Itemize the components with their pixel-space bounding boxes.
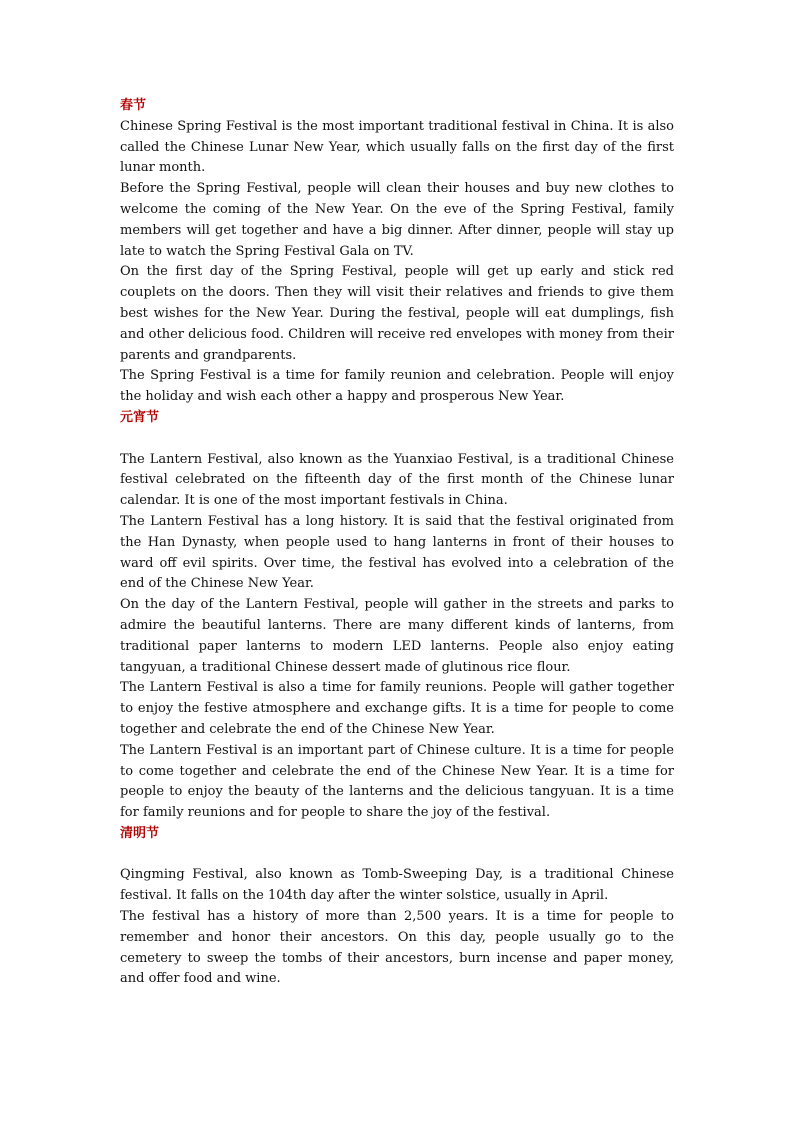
- paragraph: Qingming Festival, also known as Tomb-Sweeping Day, is a traditional Chinese festival. It falls on the 104th day after the winter solstice, usually in April.: [120, 867, 674, 904]
- paragraph: The Spring Festival is a time for family reunion and celebration. People will enjoy the holiday and wish each other a happy and prosperous New Year.: [120, 368, 674, 405]
- paragraph: Before the Spring Festival, people will clean their houses and buy new clothes to welcome the coming of the New Year. On the eve of the Spring Festival, family members will get together and have a big dinner. After dinner, people will stay up late to watch the Spring Festival Gala on TV.: [120, 181, 674, 259]
- section-heading: 清明节: [120, 825, 160, 841]
- section-heading: 春节: [120, 98, 147, 113]
- section-qingming-festival: [120, 824, 674, 990]
- blank-line: [120, 429, 674, 450]
- section-lantern-festival: [120, 408, 674, 824]
- blank-line: [120, 845, 674, 866]
- paragraph: On the day of the Lantern Festival, people will gather in the streets and parks to admire the beautiful lanterns. There are many different kinds of lanterns, from traditional paper lanterns to modern LED lanterns. People also enjoy eating tangyuan, a traditional Chinese dessert made of glutinous rice flour.: [120, 597, 674, 675]
- paragraph: Chinese Spring Festival is the most important traditional festival in China. It is also called the Chinese Lunar New Year, which usually falls on the first day of the first lunar month.: [120, 118, 674, 176]
- paragraph: The festival has a history of more than 2,500 years. It is a time for people to remember and honor their ancestors. On this day, people usually go to the cemetery to sweep the tombs of their ancestors, burn incense and paper money, and offer food and wine.: [120, 909, 674, 987]
- paragraph: The Lantern Festival has a long history. It is said that the festival originated from the Han Dynasty, when people used to hang lanterns in front of their houses to ward off evil spirits. Over time, the festival has evolved into a celebration of the end of the Chinese New Year.: [120, 513, 674, 592]
- paragraph: The Lantern Festival is an important part of Chinese culture. It is a time for people to come together and celebrate the end of the Chinese New Year. It is a time for people to enjoy the beauty of the lanterns and the delicious tangyuan. It is a time for family reunions and for people to share the joy of the festival.: [120, 742, 674, 821]
- document-page: [120, 96, 674, 990]
- paragraph: On the first day of the Spring Festival, people will get up early and stick red couplets on the doors. Then they will visit their relatives and friends to give them best wishes for the New Year. During the festival, people will eat dumplings, fish and other delicious food. Children will receive red envelopes with money from their parents and grandparents.: [120, 264, 674, 363]
- paragraph: The Lantern Festival, also known as the Yuanxiao Festival, is a traditional Chinese festival celebrated on the fifteenth day of the first month of the Chinese lunar calendar. It is one of the most important festivals in China.: [120, 451, 674, 509]
- section-heading: 元宵节: [120, 409, 160, 425]
- section-spring-festival: [120, 96, 674, 408]
- paragraph: The Lantern Festival is also a time for family reunions. People will gather together to enjoy the festive atmosphere and exchange gifts. It is a time for people to come together and celebrate the end of the Chinese New Year.: [120, 680, 674, 737]
